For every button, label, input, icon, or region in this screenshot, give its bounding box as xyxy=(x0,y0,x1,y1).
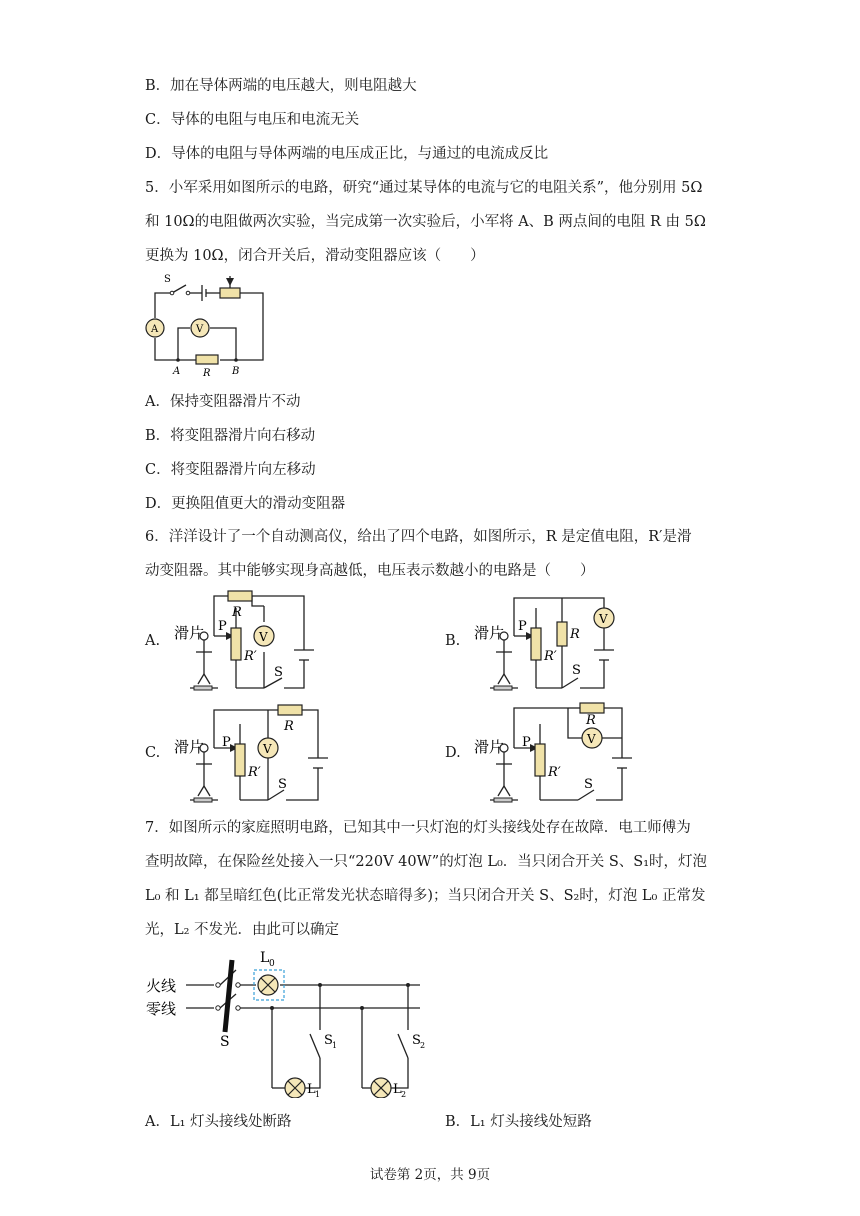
q7-s2-label: S xyxy=(412,1033,421,1048)
q7-s2-sub: 2 xyxy=(420,1041,426,1050)
q6-b-slider-label: 滑片 xyxy=(474,624,505,642)
q6-b-s-label: S xyxy=(572,663,581,678)
q5-stem-line-1: 5．小军采用如图所示的电路，研究“通过某导体的电流与它的电阻关系”，他分别用 5Ω xyxy=(145,180,703,196)
q7-home-circuit-diagram xyxy=(140,948,430,1098)
q6-d-p-label: P xyxy=(522,735,531,750)
q7-option-a: A．L₁ 灯头接线处断路 xyxy=(145,1114,292,1130)
q7-l1-sub: 1 xyxy=(315,1090,321,1098)
q6-circuit-a xyxy=(170,588,330,693)
q5-option-b: B．将变阻器滑片向右移动 xyxy=(145,428,316,444)
q7-stem-line-1: 7．如图所示的家庭照明电路，已知其中一只灯泡的灯头接线处存在故障．电工师傅为 xyxy=(145,820,691,836)
q5-stem-line-3: 更换为 10Ω，闭合开关后，滑动变阻器应该（ ） xyxy=(145,248,485,264)
q5-label-s: S xyxy=(164,274,171,285)
q5-label-a: A xyxy=(151,324,159,335)
q7-l0-label: L xyxy=(260,950,270,966)
q6-stem-line-1: 6．洋洋设计了一个自动测高仪，给出了四个电路，如图所示，R 是定值电阻，R′是滑 xyxy=(145,529,692,545)
q7-switch-s-label: S xyxy=(220,1034,230,1050)
q6-b-p-label: P xyxy=(518,619,527,634)
q7-neutral-wire-label: 零线 xyxy=(146,1000,177,1018)
q7-l1-label: L xyxy=(307,1082,316,1097)
q6-circuit-d xyxy=(470,700,635,805)
q7-l2-label: L xyxy=(393,1082,402,1097)
q6-c-rp-label: R′ xyxy=(248,765,261,780)
q6-d-s-label: S xyxy=(584,777,593,792)
q5-label-r: R xyxy=(203,368,211,378)
q6-b-rp-label: R′ xyxy=(544,649,557,664)
q5-label-point-b: B xyxy=(232,366,240,377)
q6-a-rp-label: R′ xyxy=(244,649,257,664)
q6-c-s-label: S xyxy=(278,777,287,792)
q6-option-b-letter: B. xyxy=(445,633,461,649)
q6-c-slider-label: 滑片 xyxy=(174,738,205,756)
q7-live-wire-label: 火线 xyxy=(146,977,177,995)
q7-stem-line-2: 查明故障，在保险丝处接入一只“220V 40W”的灯泡 L₀．当只闭合开关 S、S₁时，灯泡 xyxy=(145,854,708,870)
q4-option-c: C．导体的电阻与电压和电流无关 xyxy=(145,112,360,128)
q5-option-c: C．将变阻器滑片向左移动 xyxy=(145,462,316,478)
q7-s1-label: S xyxy=(324,1033,333,1048)
q6-a-p-label: P xyxy=(218,619,227,634)
q6-stem-line-2: 动变阻器。其中能够实现身高越低，电压表示数越小的电路是（ ） xyxy=(145,563,595,579)
q4-option-d: D．导体的电阻与导体两端的电压成正比，与通过的电流成反比 xyxy=(145,146,549,162)
q6-a-s-label: S xyxy=(274,665,283,680)
q7-s1-sub: 1 xyxy=(332,1041,338,1050)
q6-b-r-label: R xyxy=(570,627,580,642)
page-footer: 试卷第 2页，共 9页 xyxy=(369,1167,491,1183)
q5-option-d: D．更换阻值更大的滑动变阻器 xyxy=(145,496,346,512)
q6-circuit-c xyxy=(170,700,330,805)
q6-option-d-letter: D. xyxy=(445,745,461,761)
q6-a-slider-label: 滑片 xyxy=(174,624,205,642)
q6-c-r-label: R xyxy=(284,719,294,734)
q5-label-v: V xyxy=(196,324,204,335)
q7-l2-sub: 2 xyxy=(401,1090,407,1098)
q6-a-v-label: V xyxy=(259,630,268,644)
q5-stem-line-2: 和 10Ω的电阻做两次实验，当完成第一次实验后，小军将 A、B 两点间的电阻 R 由 5Ω xyxy=(145,214,706,230)
q6-c-p-label: P xyxy=(222,735,231,750)
q6-d-slider-label: 滑片 xyxy=(474,738,505,756)
q7-option-b: B．L₁ 灯头接线处短路 xyxy=(445,1114,592,1130)
q7-stem-line-4: 光，L₂ 不发光．由此可以确定 xyxy=(145,922,340,938)
q5-label-point-a: A xyxy=(173,366,181,377)
q7-l0-sub: 0 xyxy=(269,959,275,969)
q6-a-r-label: R xyxy=(232,605,242,620)
q4-option-b: B．加在导体两端的电压越大，则电阻越大 xyxy=(145,78,417,94)
q6-d-r-label: R xyxy=(586,713,596,728)
q5-option-a: A．保持变阻器滑片不动 xyxy=(145,394,301,410)
q6-option-a-letter: A. xyxy=(145,633,161,649)
q6-d-v-label: V xyxy=(587,732,596,746)
q6-b-v-label: V xyxy=(599,612,608,626)
q7-stem-line-3: L₀ 和 L₁ 都呈暗红色(比正常发光状态暗得多)；当只闭合开关 S、S₂时，灯泡 L₀ 正常发 xyxy=(145,888,706,904)
q6-circuit-b xyxy=(470,588,630,693)
q6-c-v-label: V xyxy=(263,742,272,756)
q6-d-rp-label: R′ xyxy=(548,765,561,780)
q6-option-c-letter: C. xyxy=(145,745,161,761)
q5-circuit-diagram xyxy=(140,268,280,378)
